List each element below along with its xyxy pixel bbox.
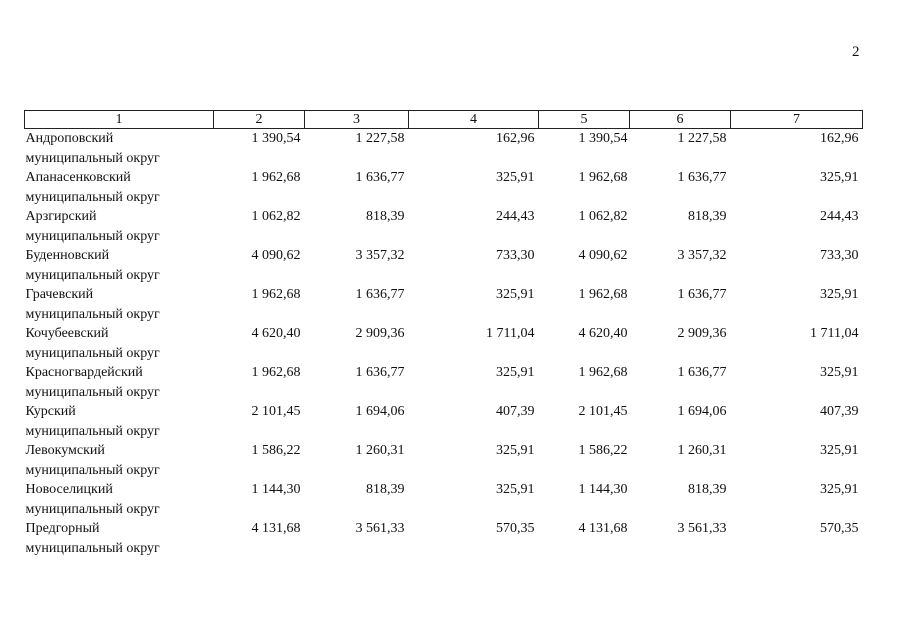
value-cell-col-4: 733,30 [496,248,535,263]
value-cell-col-2: 1 586,22 [251,443,301,458]
value-cell-col-5: 4 131,68 [578,521,628,536]
value-cell-col-4: 325,91 [496,482,535,497]
column-header-1: 1 [25,111,214,129]
table-row [25,168,863,207]
column-header-3: 3 [305,111,409,129]
value-cell-col-5: 1 586,22 [578,443,628,458]
value-cell-col-3: 1 694,06 [355,404,405,419]
district-name-cell [25,324,214,363]
value-cell-col-2: 1 390,54 [251,131,301,146]
value-cell-col-5: 4 090,62 [578,248,628,263]
value-cell-col-3: 2 909,36 [355,326,405,341]
value-cell-col-3: 3 357,32 [355,248,405,263]
value-cell-col-2: 1 062,82 [251,209,301,224]
district-name: Апанасенковский [25,170,131,185]
table-row [25,363,863,402]
value-cell-col-7: 570,35 [820,521,859,536]
district-name: Предгорный [25,521,100,536]
table-row [25,519,863,558]
district-name: Левокумский [25,443,105,458]
district-name-cell [25,168,214,207]
column-header-7: 7 [731,111,863,129]
column-header-5: 5 [539,111,630,129]
district-name-cell [25,519,214,558]
value-cell-col-6: 3 561,33 [677,521,727,536]
district-name-cell [25,441,214,480]
value-cell-col-7: 733,30 [820,248,859,263]
table-row [25,480,863,519]
value-cell-col-5: 1 962,68 [578,287,628,302]
district-type: муниципальный округ [25,228,160,244]
value-cell-col-4: 244,43 [496,209,535,224]
district-name-cell [25,363,214,402]
district-type: муниципальный округ [25,423,160,439]
value-cell-col-5: 2 101,45 [578,404,628,419]
value-cell-col-3: 1 260,31 [355,443,405,458]
district-type: муниципальный округ [25,189,160,205]
table-row [25,207,863,246]
district-type: муниципальный округ [25,540,160,556]
value-cell-col-5: 1 144,30 [578,482,628,497]
value-cell-col-6: 1 636,77 [677,287,727,302]
value-cell-col-4: 162,96 [496,131,535,146]
value-cell-col-6: 3 357,32 [677,248,727,263]
value-cell-col-2: 1 144,30 [251,482,301,497]
value-cell-col-5: 4 620,40 [578,326,628,341]
value-cell-col-7: 162,96 [820,131,859,146]
column-header-6: 6 [630,111,731,129]
table-row [25,324,863,363]
value-cell-col-7: 325,91 [820,365,859,380]
value-cell-col-4: 570,35 [496,521,535,536]
table-body [25,129,863,559]
district-name: Буденновский [25,248,110,263]
value-cell-col-2: 4 620,40 [251,326,301,341]
district-type: муниципальный округ [25,384,160,400]
district-name: Грачевский [25,287,94,302]
value-cell-col-5: 1 390,54 [578,131,628,146]
district-type: муниципальный округ [25,267,160,283]
district-name: Арзгирский [25,209,97,224]
value-cell-col-7: 1 711,04 [810,326,859,341]
value-cell-col-7: 325,91 [820,287,859,302]
table-row [25,129,863,169]
value-cell-col-4: 1 711,04 [486,326,535,341]
value-cell-col-3: 818,39 [366,482,405,497]
district-name-cell [25,285,214,324]
value-cell-col-2: 2 101,45 [251,404,301,419]
district-data-table [24,110,863,558]
district-type: муниципальный округ [25,345,160,361]
value-cell-col-3: 1 636,77 [355,170,405,185]
value-cell-col-6: 1 227,58 [677,131,727,146]
district-name-cell [25,402,214,441]
value-cell-col-7: 407,39 [820,404,859,419]
district-name-cell [25,129,214,169]
value-cell-col-5: 1 062,82 [578,209,628,224]
value-cell-col-5: 1 962,68 [578,365,628,380]
value-cell-col-7: 325,91 [820,170,859,185]
value-cell-col-3: 3 561,33 [355,521,405,536]
header-row [25,111,863,129]
district-name-cell [25,207,214,246]
value-cell-col-7: 325,91 [820,482,859,497]
table-row [25,246,863,285]
value-cell-col-2: 1 962,68 [251,287,301,302]
district-name-cell [25,480,214,519]
value-cell-col-4: 325,91 [496,170,535,185]
value-cell-col-6: 818,39 [688,482,727,497]
value-cell-col-2: 1 962,68 [251,365,301,380]
district-name: Новоселицкий [25,482,113,497]
district-type: муниципальный округ [25,501,160,517]
value-cell-col-4: 325,91 [496,287,535,302]
value-cell-col-4: 325,91 [496,443,535,458]
value-cell-col-5: 1 962,68 [578,170,628,185]
district-type: муниципальный округ [25,462,160,478]
table-header [25,111,863,129]
value-cell-col-3: 1 636,77 [355,287,405,302]
value-cell-col-4: 407,39 [496,404,535,419]
district-type: муниципальный округ [25,150,160,166]
value-cell-col-3: 1 227,58 [355,131,405,146]
district-name: Курский [25,404,76,419]
value-cell-col-6: 1 260,31 [677,443,727,458]
column-header-4: 4 [409,111,539,129]
value-cell-col-4: 325,91 [496,365,535,380]
value-cell-col-3: 818,39 [366,209,405,224]
value-cell-col-2: 1 962,68 [251,170,301,185]
table-row [25,285,863,324]
value-cell-col-2: 4 090,62 [251,248,301,263]
district-name-cell [25,246,214,285]
table-row [25,441,863,480]
value-cell-col-6: 1 636,77 [677,365,727,380]
value-cell-col-6: 1 694,06 [677,404,727,419]
value-cell-col-3: 1 636,77 [355,365,405,380]
district-type: муниципальный округ [25,306,160,322]
value-cell-col-7: 244,43 [820,209,859,224]
value-cell-col-6: 2 909,36 [677,326,727,341]
district-name: Красногвардейский [25,365,143,380]
district-name: Кочубеевский [25,326,109,341]
column-header-2: 2 [214,111,305,129]
value-cell-col-6: 1 636,77 [677,170,727,185]
district-name: Андроповский [25,131,114,146]
page-number: 2 [852,44,860,60]
value-cell-col-6: 818,39 [688,209,727,224]
table-row [25,402,863,441]
value-cell-col-7: 325,91 [820,443,859,458]
value-cell-col-2: 4 131,68 [251,521,301,536]
